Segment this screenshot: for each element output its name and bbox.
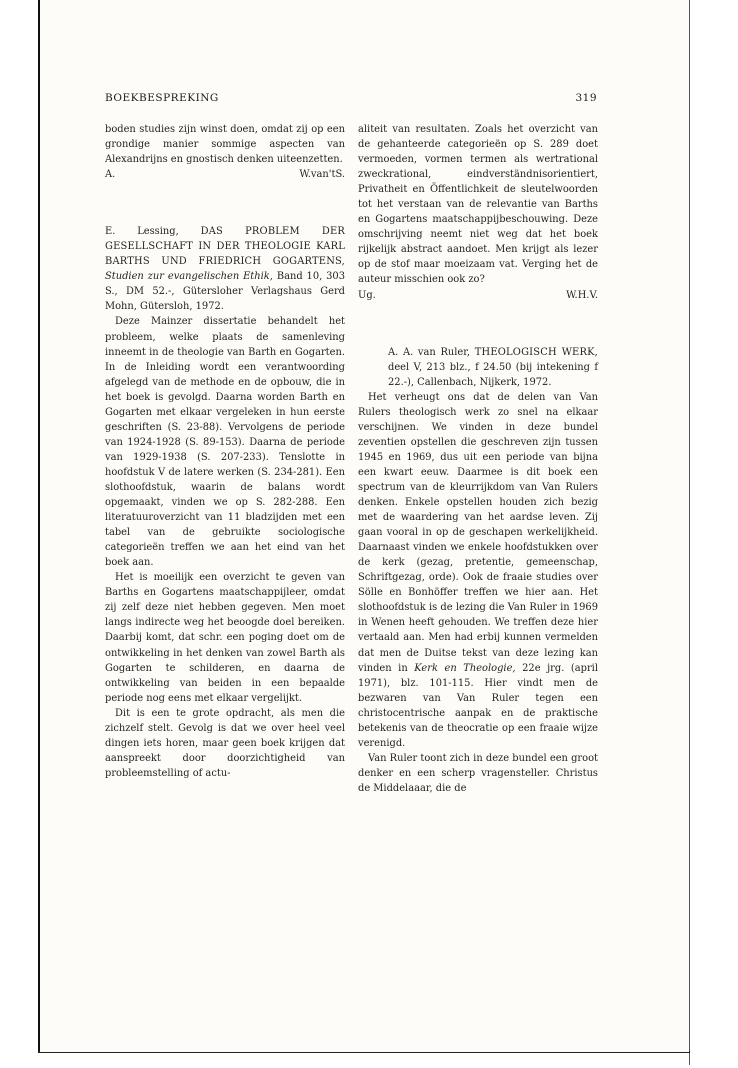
signature-line [358, 288, 598, 303]
continued-paragraph: aliteit van resultaten. Zoals het overzicht van de gehanteerde categorieën op S. 289 doet vermoeden, vormen termen als wertrational zweckrational, eindverständnisorientiert, Privatheit en Öffentlichkeit de sleutelwoorden tot het verstaan van de relevantie van Barths en Gogartens maatschappijbeschouwing. Deze omschrijving neemt niet weg dat het boek rijkelijk abstract aandoet. Men krijgt als lezer op de stof maar moeizaam vat. Verging het de auteur misschien ook zo? [358, 124, 598, 286]
signature-place: A. [105, 169, 116, 181]
review-author: E. Lessing, [105, 226, 179, 238]
continued-paragraph: boden studies zijn winst doen, omdat zij op een grondige manier sommige aspecten van Alexandrijns en gnostisch denken uiteenzetten. [105, 124, 345, 166]
body-paragraph: Deze Mainzer dissertatie behandelt het probleem, welke plaats de samenleving inneemt in de theologie van Barth en Gogarten. In de Inleiding wordt een verantwoording afgelegd van de methode en de opbouw, die in het boek is gevolgd. Daarna worden Barth en Gogarten met elkaar vergeleken in hun eerste geschriften (S. 23-88). Vervolgens de periode van 1924-1928 (S. 89-153). Daarna de periode van 1929-1938 (S. 207-233). Tenslotte in hoofdstuk V de latere werken (S. 234-281). Een slothoofdstuk, waarin de balans wordt opgemaakt, vinden we op S. 282-288. Een literatuuroverzicht van 11 bladzijden met een tabel van de gebruikte sociologische categorieën treffen we aan het eind van het boek aan. [105, 316, 345, 569]
body-paragraph: Van Ruler toont zich in deze bundel een groot denker en een scherp vragensteller. Christus de Middelaaar, die de [358, 752, 598, 794]
scan-edge-right [689, 0, 690, 1065]
running-head-title: BOEKBESPREKING [105, 92, 219, 104]
signature-initials: W.H.V. [566, 289, 598, 301]
paragraph-text: Het verheugt ons dat de delen van Van Rulers theologisch werk zo snel na elkaar verschijnen. We vinden in deze bundel zeventien opstellen die geschreven zijn tussen 1945 en 1969, dus uit een periode van bijna een kwart eeuw. Daarmee is dit boek een spectrum van de kleurrijkdom van Van Rulers denken. Enkele opstellen houden zich bezig met de waardering van het aardse leven. Zij gaan vooral in op de geschapen werkelijkheid. Daarnaast vinden we enkele hoofdstukken over de kerk (gezag, pretentie, gemeenschap, Schriftgezag, orde). Ook de fraaie studies over Sölle en Bonhöffer treffen we hier aan. Het slothoofdstuk is de lezing die Van Ruler in 1969 in Wenen heeft gehouden. We treffen deze hier vertaald aan. Men had erbij kunnen vermelden dat men de Duitse tekst van deze lezing kan vinden in [358, 391, 598, 674]
right-column [358, 122, 598, 796]
running-header [105, 92, 597, 104]
review-series: Studien zur evangelischen Ethik, [105, 271, 273, 283]
signature-line [105, 167, 345, 182]
review-details: Band 10, 303 S., DM 52.-, Gütersloher Verlagshaus Gerd Mohn, Gütersloh, 1972. [105, 271, 345, 313]
review-heading [105, 224, 345, 314]
left-column [105, 122, 345, 781]
review-details: deel V, 213 blz., f 24.50 (bij intekening f 22.-), Callenbach, Nijkerk, 1972. [388, 361, 598, 388]
journal-title: Kerk en Theologie, [414, 662, 516, 674]
body-paragraph: Het is moeilijk een overzicht te geven van Barths en Gogartens maatschappijleer, omdat zij zelf deze niet hebben gegeven. Men moet langs indirecte weg het beoogde doel bereiken. Daarbij komt, dat schr. een poging doet om de ontwikkeling in het denken van zowel Barth als Gogarten te schilderen, en daarna de ontwikkeling van beiden in een bepaalde periode nog eens met elkaar vergelijkt. [105, 572, 345, 704]
review-author: A. A. van Ruler, [388, 346, 471, 358]
signature-place: Ug. [358, 289, 376, 301]
review-heading [388, 345, 598, 390]
review-title: DAS PROBLEM DER GESELLSCHAFT IN DER THEOLOGIE KARL BARTHS UND FRIEDRICH GOGARTENS, [105, 226, 345, 268]
signature-initials: W.van'tS. [299, 169, 345, 181]
page-number: 319 [575, 92, 597, 104]
review-title: THEOLOGISCH WERK, [474, 346, 598, 358]
paragraph-text: 22e jrg. (april 1971), blz. 101-115. Hier vindt men de bezwaren van Van Ruler tegen een christocentrische aanpak en de praktische betekenis van de theocratie op een fraaie wijze verenigd. [358, 662, 598, 749]
body-paragraph [358, 390, 598, 751]
body-paragraph: Dit is een te grote opdracht, als men die zichzelf stelt. Gevolg is dat we over heel veel dingen iets horen, maar geen boek krijgen dat aanspreekt door doorzichtigheid van probleemstelling of actu- [105, 707, 345, 779]
